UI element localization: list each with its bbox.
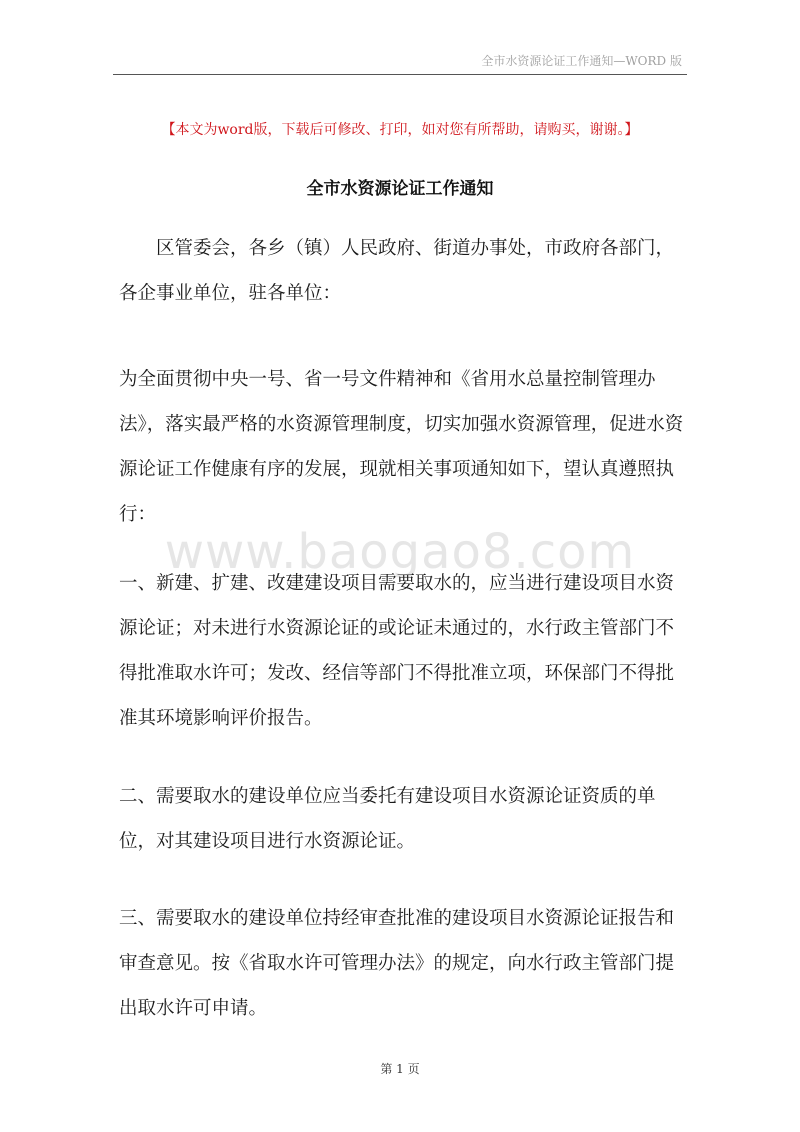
item-3-paragraph: 三、需要取水的建设单位持经审查批准的建设项目水资源论证报告和审查意见。按《省取水许可管理办法》的规定，向水行政主管部门提出取水许可申请。 — [119, 908, 675, 1019]
item-1-paragraph: 一、新建、扩建、改建建设项目需要取水的，应当进行建设项目水资源论证；对未进行水资源论证的或论证未通过的，水行政主管部门不得批准取水许可；发改、经信等部门不得批准立项，环保部门不得批准其环境影响评价报告。 — [119, 573, 675, 729]
page-number: 第 1 页 — [380, 1062, 420, 1076]
header-divider — [113, 74, 687, 75]
running-header: 全市水资源论证工作通知—WORD 版 — [481, 54, 682, 68]
salutation-paragraph: 区管委会，各乡（镇）人民政府、街道办事处，市政府各部门，各企事业单位，驻各单位： — [119, 238, 675, 304]
intro-paragraph: 为全面贯彻中央一号、省一号文件精神和《省用水总量控制管理办法》，落实最严格的水资源管理制度，切实加强水资源管理，促进水资源论证工作健康有序的发展，现就相关事项通知如下，望认真遵照执行： — [119, 369, 684, 525]
site-watermark: www.baogao8.com — [164, 524, 636, 580]
document-title: 全市水资源论证工作通知 — [306, 179, 494, 199]
download-notice: 【本文为word版，下载后可修改、打印，如对您有所帮助，请购买，谢谢。】 — [161, 122, 639, 138]
item-2-paragraph: 二、需要取水的建设单位应当委托有建设项目水资源论证资质的单位，对其建设项目进行水资源论证。 — [119, 786, 656, 852]
